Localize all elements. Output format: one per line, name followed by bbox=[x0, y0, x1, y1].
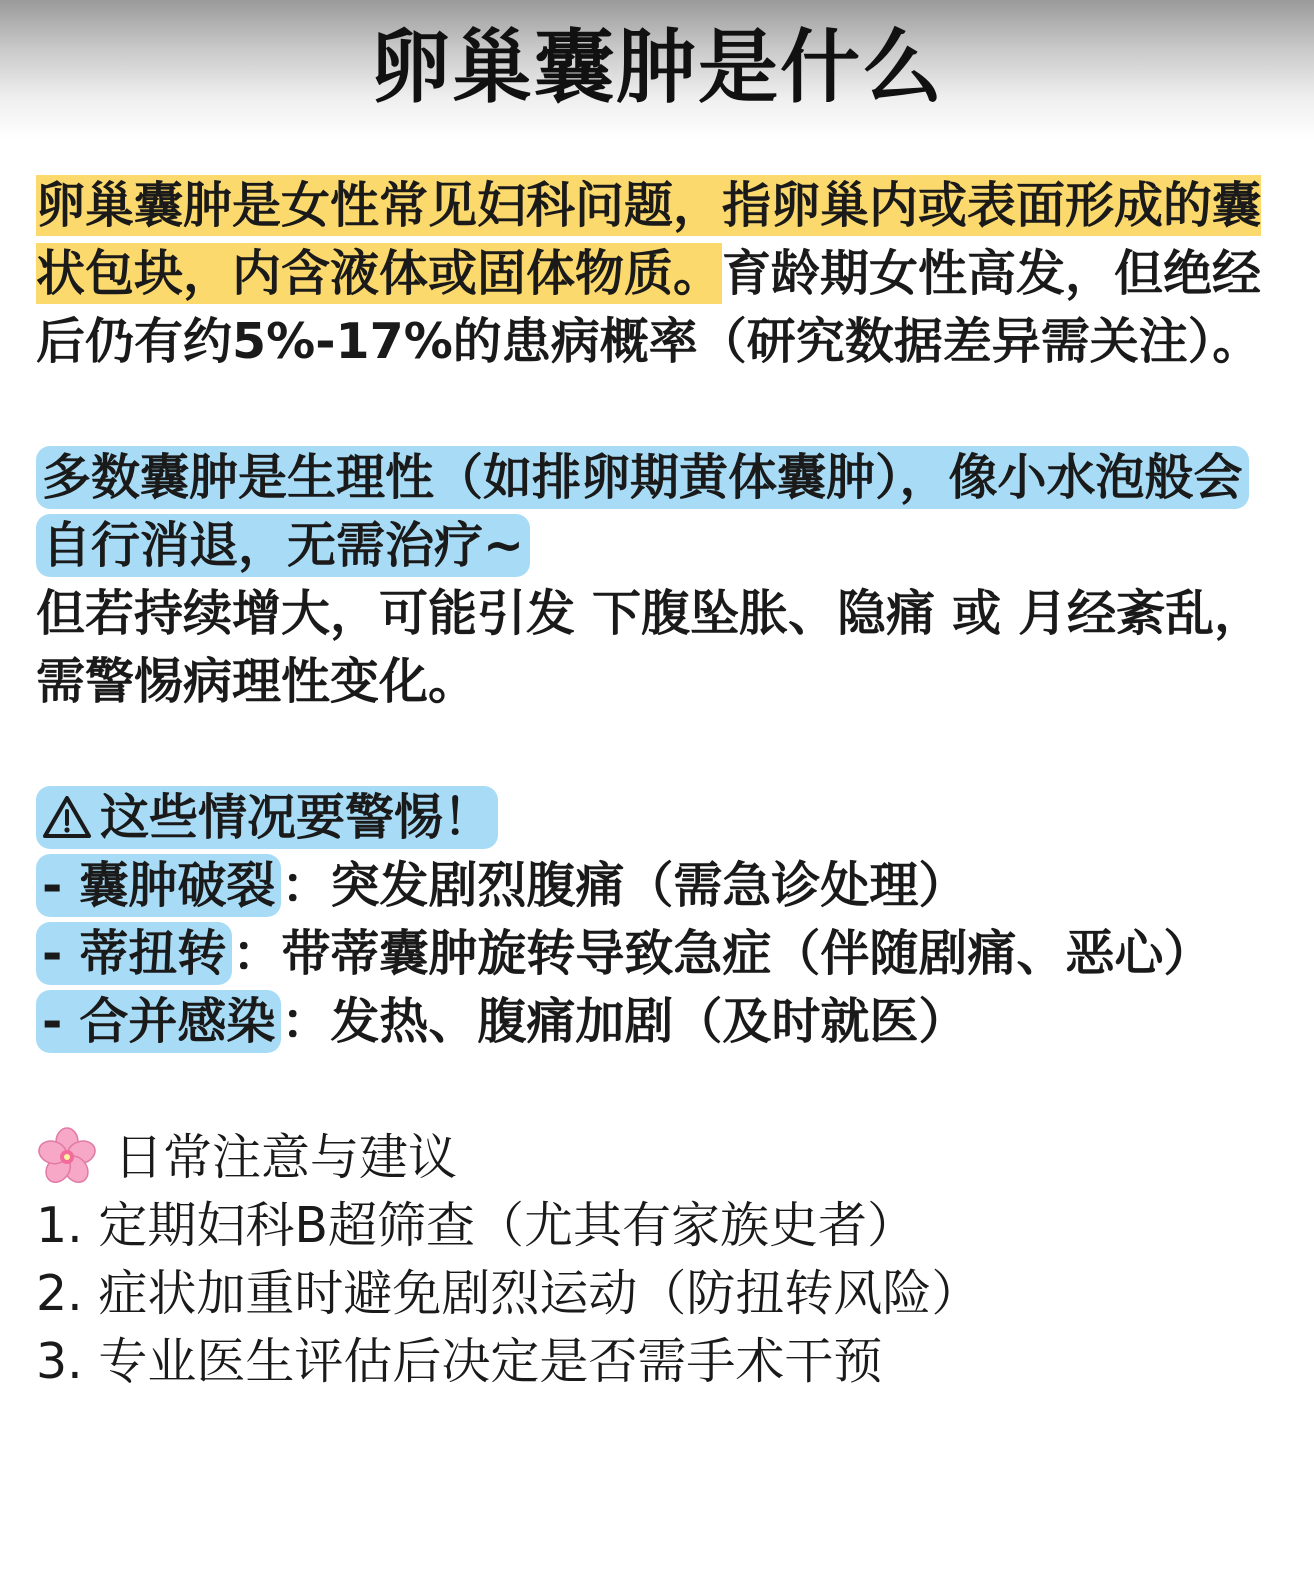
warning-item-label: - 合并感染 bbox=[36, 990, 281, 1053]
warning-item bbox=[36, 852, 1276, 920]
article-body bbox=[36, 172, 1276, 1396]
page-title: 卵巢囊肿是什么 bbox=[370, 21, 944, 114]
warning-icon bbox=[42, 794, 92, 840]
warning-item bbox=[36, 988, 1276, 1056]
warning-item-desc: ：带蒂囊肿旋转导致急症（伴随剧痛、恶心） bbox=[232, 925, 1213, 982]
warning-section bbox=[36, 784, 1276, 1056]
physiological-rest: 但若持续增大，可能引发 下腹坠胀、隐痛 或 月经紊乱，需警惕病理性变化。 bbox=[36, 585, 1264, 710]
cherry-blossom-icon bbox=[36, 1126, 98, 1188]
intro-rest: 育龄期女性高发，但绝经后仍有约5%-17%的患病概率（研究数据差异需关注）。 bbox=[36, 245, 1262, 370]
intro-highlight: 卵巢囊肿是女性常见妇科问题，指卵巢内或表面形成的囊状包块，内含液体或固体物质。 bbox=[36, 177, 1262, 302]
physiological-paragraph bbox=[36, 444, 1276, 716]
warning-item-desc: ：突发剧烈腹痛（需急诊处理） bbox=[281, 857, 968, 914]
tips-heading: 日常注意与建议 bbox=[114, 1129, 458, 1186]
warning-item bbox=[36, 920, 1276, 988]
physiological-highlight: 多数囊肿是生理性（如排卵期黄体囊肿），像小水泡般会自行消退，无需治疗~ bbox=[36, 446, 1249, 577]
tips-section bbox=[36, 1124, 1276, 1396]
warning-item-desc: ：发热、腹痛加剧（及时就医） bbox=[281, 993, 968, 1050]
warning-item-label: - 囊肿破裂 bbox=[36, 854, 281, 917]
tip-item: 3. 专业医生评估后决定是否需手术干预 bbox=[36, 1333, 883, 1390]
warning-item-label: - 蒂扭转 bbox=[36, 922, 232, 985]
warning-heading-block bbox=[36, 786, 498, 849]
tip-item: 2. 症状加重时避免剧烈运动（防扭转风险） bbox=[36, 1265, 981, 1322]
intro-paragraph bbox=[36, 172, 1276, 376]
warning-heading: 这些情况要警惕！ bbox=[100, 789, 493, 846]
tip-item: 1. 定期妇科B超筛查（尤其有家族史者） bbox=[36, 1197, 916, 1254]
